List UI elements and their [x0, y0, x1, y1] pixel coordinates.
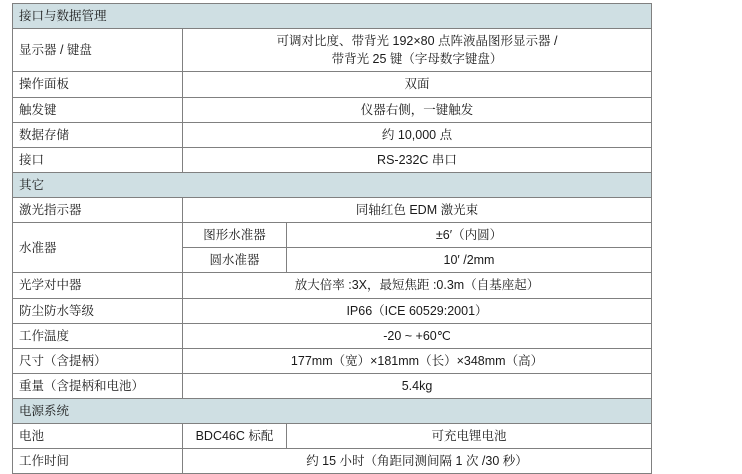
- row-value: 10′ /2mm: [287, 248, 652, 273]
- table-row: [13, 348, 652, 373]
- row-label: 接口: [13, 147, 183, 172]
- row-value: -20 ~ +60℃: [183, 323, 652, 348]
- table-row: [13, 223, 652, 248]
- table-body: [13, 4, 652, 474]
- row-sublabel: 圆水准器: [183, 248, 287, 273]
- table-row: [13, 97, 652, 122]
- row-sublabel: BDC46C 标配: [183, 424, 287, 449]
- row-label: 防尘防水等级: [13, 298, 183, 323]
- row-value-line: 可调对比度、带背光 192×80 点阵液晶图形显示器 /: [276, 34, 558, 49]
- table-row: [13, 424, 652, 449]
- table-row: [13, 323, 652, 348]
- row-value: ±6′（内圆）: [287, 223, 652, 248]
- section-title: 电源系统: [13, 399, 652, 424]
- row-value: 约 15 小时（角距同测间隔 1 次 /30 秒）: [183, 449, 652, 474]
- row-value: 双面: [183, 72, 652, 97]
- table-row: [13, 72, 652, 97]
- row-sublabel: 图形水准器: [183, 223, 287, 248]
- row-label: 数据存储: [13, 122, 183, 147]
- row-label: 电池: [13, 424, 183, 449]
- section-header-row: [13, 4, 652, 29]
- table-row: [13, 298, 652, 323]
- table-row: [13, 29, 652, 72]
- row-value: RS-232C 串口: [183, 147, 652, 172]
- row-value: [183, 29, 652, 72]
- row-label: 显示器 / 键盘: [13, 29, 183, 72]
- table-row: [13, 273, 652, 298]
- section-title: 接口与数据管理: [13, 4, 652, 29]
- row-value: 可充电锂电池: [287, 424, 652, 449]
- section-header-row: [13, 399, 652, 424]
- row-label: 水准器: [13, 223, 183, 273]
- table-row: [13, 147, 652, 172]
- section-header-row: [13, 172, 652, 197]
- row-label: 尺寸（含提柄）: [13, 348, 183, 373]
- table-row: [13, 198, 652, 223]
- row-label: 工作温度: [13, 323, 183, 348]
- row-value: 约 10,000 点: [183, 122, 652, 147]
- row-label: 工作时间: [13, 449, 183, 474]
- row-label: 操作面板: [13, 72, 183, 97]
- row-value: 放大倍率 :3X，最短焦距 :0.3m（自基座起）: [183, 273, 652, 298]
- row-value: 仪器右侧，一键触发: [183, 97, 652, 122]
- section-title: 其它: [13, 172, 652, 197]
- row-value: IP66（ICE 60529:2001）: [183, 298, 652, 323]
- table-row: [13, 449, 652, 474]
- row-value: 177mm（宽）×181mm（长）×348mm（高）: [183, 348, 652, 373]
- row-value: 5.4kg: [183, 373, 652, 398]
- row-label: 重量（含提柄和电池）: [13, 373, 183, 398]
- row-label: 触发键: [13, 97, 183, 122]
- row-label: 激光指示器: [13, 198, 183, 223]
- row-value: 同轴红色 EDM 激光束: [183, 198, 652, 223]
- row-value-line: 带背光 25 键（字母数字键盘）: [331, 52, 503, 67]
- table-row: [13, 373, 652, 398]
- row-label: 光学对中器: [13, 273, 183, 298]
- table-row: [13, 122, 652, 147]
- specification-table: [12, 3, 652, 474]
